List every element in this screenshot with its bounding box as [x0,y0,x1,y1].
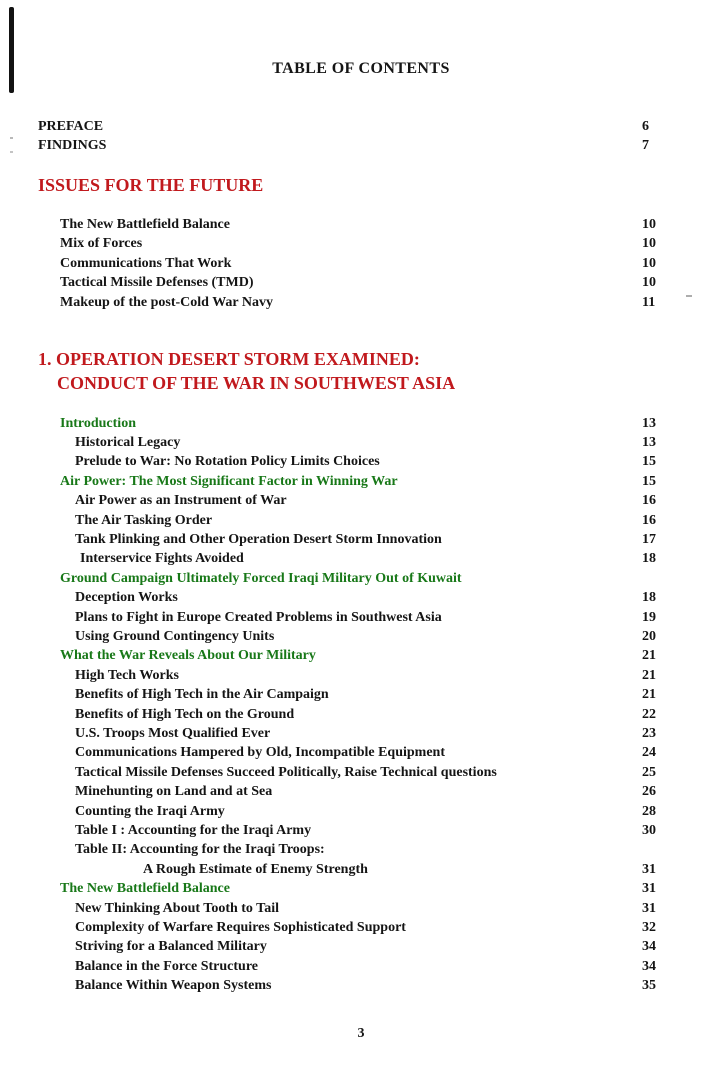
toc-entry-row [0,234,722,253]
entry-label: The New Battlefield Balance [60,217,230,232]
toc-entry-row [0,136,722,155]
toc-entry-row [0,472,722,491]
toc-entry-row [0,293,722,312]
toc-entry-row [0,899,722,918]
entry-label: Benefits of High Tech in the Air Campaign [75,687,329,703]
entry-label: Historical Legacy [75,434,181,450]
toc-entry-row [0,530,722,549]
entry-page-number: 10 [642,217,656,232]
entry-label: The New Battlefield Balance [60,881,230,897]
toc-entry-row [0,976,722,995]
toc-entry-row [0,782,722,801]
entry-label: Prelude to War: No Rotation Policy Limits Choices [75,454,380,470]
entry-label: New Thinking About Tooth to Tail [75,900,280,916]
entry-page-number: 13 [642,434,656,450]
entry-page-number: 18 [642,590,656,606]
section-heading-chapter-1 [38,348,455,395]
toc-entry-row [0,705,722,724]
toc-entry-row [0,414,722,433]
toc-entry-row [0,879,722,898]
entry-page-number: 10 [642,255,656,271]
toc-entry-row [0,937,722,956]
toc-entry-row [0,215,722,234]
toc-entry-row [0,724,722,743]
toc-entry-row [0,273,722,292]
entry-page-number: 28 [642,803,656,819]
entry-label: Deception Works [75,590,178,606]
entry-label: Air Power as an Instrument of War [75,493,287,509]
entry-label: What the War Reveals About Our Military [60,648,316,664]
entry-page-number: 11 [642,294,656,310]
toc-entry-row [0,763,722,782]
entry-label: Balance Within Weapon Systems [75,978,272,994]
entry-label: The Air Tasking Order [75,512,213,528]
issues-entry-list [0,215,722,312]
entry-page-number: 32 [642,920,656,936]
section-heading-issues [38,174,263,198]
toc-entry-row [0,433,722,452]
entry-label: Makeup of the post-Cold War Navy [60,294,274,310]
scan-artifact [9,7,14,93]
entry-page-number: 34 [642,939,656,955]
entry-label: Introduction [60,415,136,431]
entry-page-number: 16 [642,493,656,509]
entry-page-number: 10 [642,236,656,252]
entry-label: High Tech Works [75,667,180,683]
entry-page-number: 6 [642,119,649,134]
entry-page-number: 22 [642,706,656,722]
toc-entry-row [0,821,722,840]
chapter-heading-line-2: CONDUCT OF THE WAR IN SOUTHWEST ASIA [57,372,456,393]
entry-page-number: 19 [642,609,656,625]
entry-label: PREFACE [38,119,104,134]
page-title: TABLE OF CONTENTS [272,60,450,77]
toc-entry-row [0,685,722,704]
entry-page-number: 21 [642,667,656,683]
entry-label: U.S. Troops Most Qualified Ever [75,726,271,741]
entry-page-number: 20 [642,628,656,644]
entry-page-number: 21 [642,687,656,703]
entry-page-number: 15 [642,473,656,489]
entry-page-number: 21 [642,648,656,664]
entry-label: Minehunting on Land and at Sea [75,784,273,800]
toc-entry-row [0,860,722,879]
chapter-heading-line-1: 1. OPERATION DESERT STORM EXAMINED: [38,349,420,369]
entry-label: Complexity of Warfare Requires Sophisticated Support [75,920,406,936]
entry-page-number: 13 [642,415,656,431]
entry-page-number: 34 [642,958,656,974]
toc-entry-row [0,802,722,821]
entry-label: Interservice Fights Avoided [80,551,244,567]
toc-entry-row [0,117,722,136]
entry-label: Communications Hampered by Old, Incompatible Equipment [75,745,446,761]
entry-label: Table I : Accounting for the Iraqi Army [75,823,312,839]
entry-page-number: 18 [642,551,656,567]
entry-label: A Rough Estimate of Enemy Strength [143,861,368,877]
toc-entry-row [0,452,722,471]
entry-label: Using Ground Contingency Units [75,628,275,644]
toc-entry-row [0,743,722,762]
toc-entry-row [0,491,722,510]
entry-label: Counting the Iraqi Army [75,803,225,819]
toc-entry-row [0,588,722,607]
entry-label: Plans to Fight in Europe Created Problems in Southwest Asia [75,609,442,625]
entry-page-number: 31 [642,861,656,877]
entry-label: Communications That Work [60,255,232,271]
front-matter-list [0,117,722,156]
entry-page-number: 35 [642,978,656,994]
toc-entry-row [0,646,722,665]
entry-label: Tactical Missile Defenses Succeed Politically, Raise Technical questions [75,764,497,780]
entry-label: Table II: Accounting for the Iraqi Troops: [75,842,325,858]
entry-page-number: 10 [642,275,656,291]
chapter-entry-list [0,414,722,996]
entry-page-number: 23 [642,726,656,741]
section-heading-text: ISSUES FOR THE FUTURE [38,175,264,195]
entry-page-number: 31 [642,881,656,897]
toc-entry-row [0,918,722,937]
entry-page-number: 30 [642,823,656,839]
entry-label: Ground Campaign Ultimately Forced Iraqi Military Out of Kuwait [60,570,462,586]
entry-label: Air Power: The Most Significant Factor in Winning War [60,473,398,489]
entry-page-number: 7 [642,138,649,154]
toc-entry-row [0,627,722,646]
entry-label: Striving for a Balanced Military [75,939,267,955]
entry-page-number: 31 [642,900,656,916]
toc-entry-row [0,957,722,976]
entry-page-number: 16 [642,512,656,528]
entry-label: FINDINGS [38,138,107,154]
entry-page-number: 25 [642,764,656,780]
entry-label: Tank Plinking and Other Operation Desert Storm Innovation [75,531,442,547]
toc-entry-row [0,840,722,859]
entry-label: Benefits of High Tech on the Ground [75,706,295,722]
footer-page-number: 3 [357,1026,365,1041]
entry-page-number: 24 [642,745,656,761]
entry-label: Mix of Forces [60,236,143,252]
toc-entry-row [0,569,722,588]
toc-entry-row [0,608,722,627]
toc-entry-row [0,511,722,530]
toc-entry-row [0,549,722,568]
entry-page-number: 17 [642,531,656,547]
entry-page-number: 15 [642,454,656,470]
toc-entry-row [0,666,722,685]
entry-label: Balance in the Force Structure [75,958,259,974]
entry-page-number: 26 [642,784,656,800]
entry-label: Tactical Missile Defenses (TMD) [60,275,254,291]
toc-entry-row [0,254,722,273]
